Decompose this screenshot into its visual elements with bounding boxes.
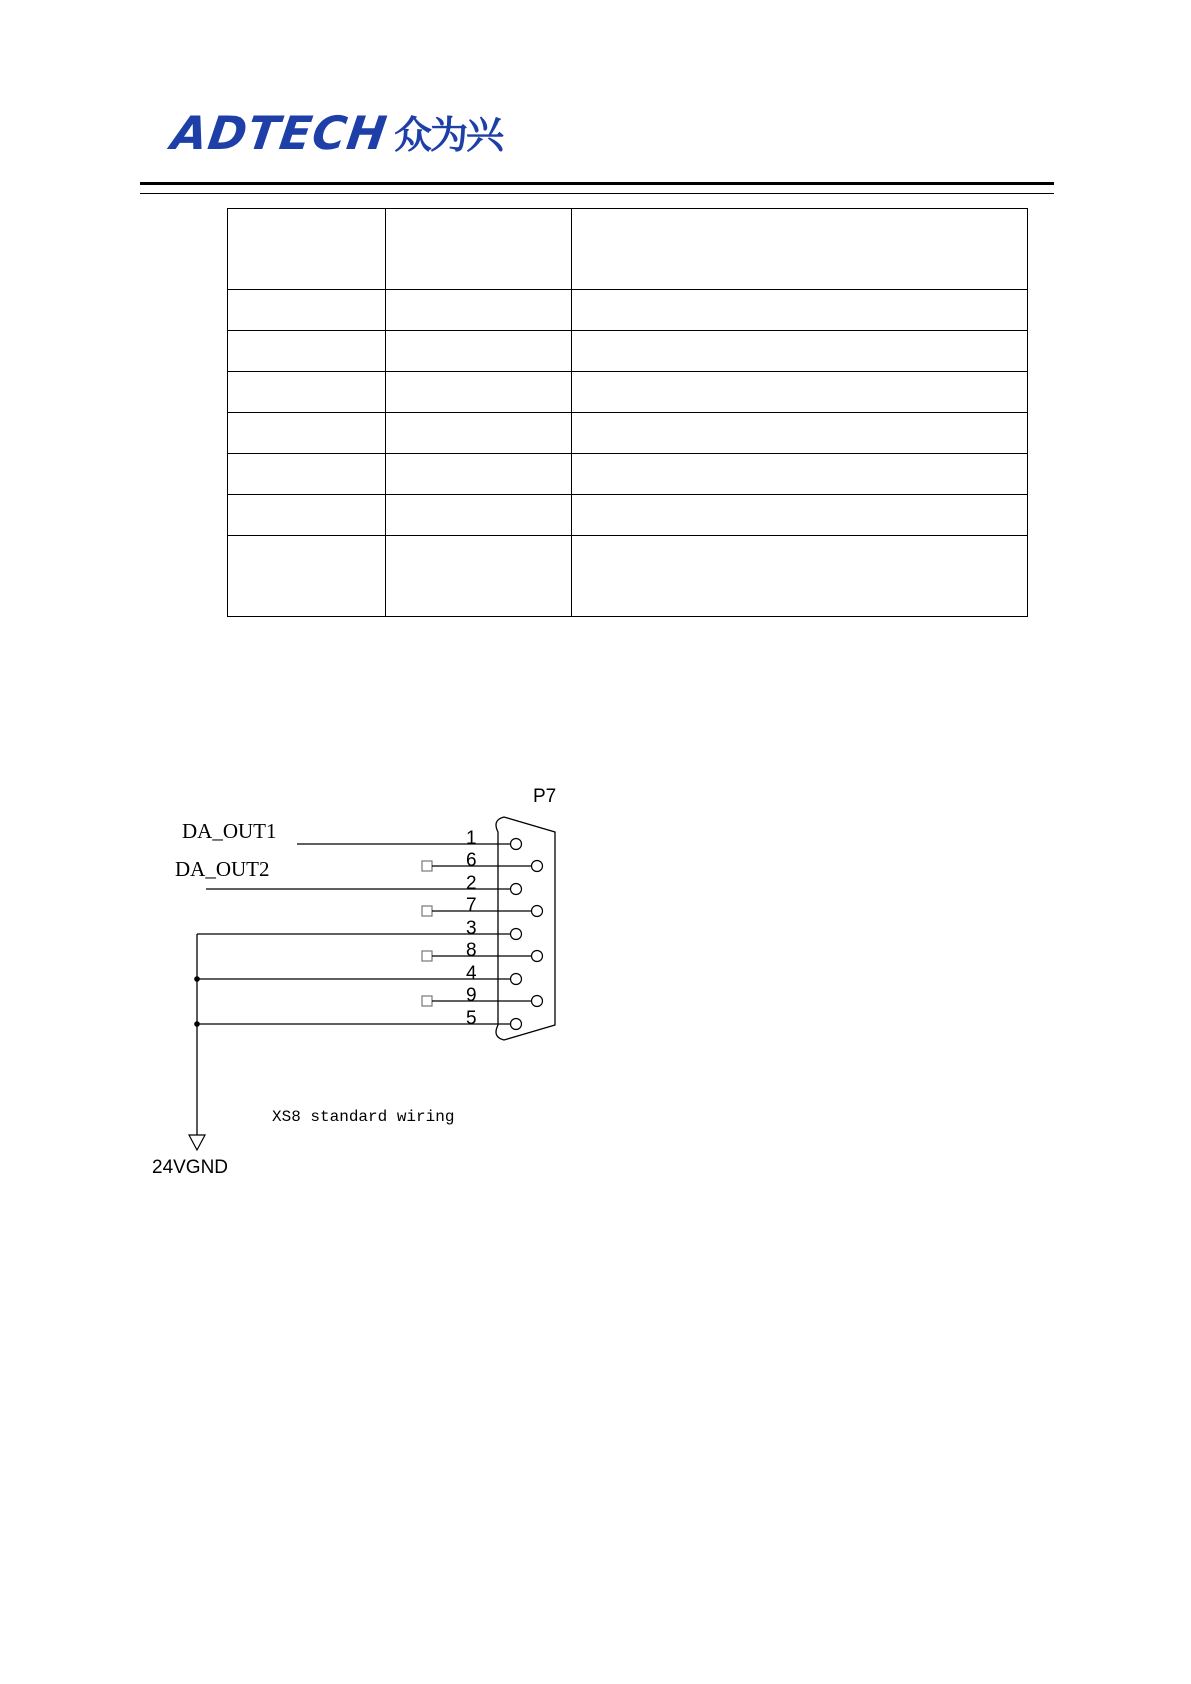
pin-circle <box>511 974 522 985</box>
table-cell <box>572 290 1028 331</box>
ground-bus <box>197 934 510 1135</box>
logo-chinese-text: 众为兴 <box>394 113 503 157</box>
table-cell <box>386 536 572 617</box>
pin-circle <box>511 929 522 940</box>
pin-circle <box>511 839 522 850</box>
junction-dot <box>194 1021 200 1027</box>
pin-number: 6 <box>466 850 477 871</box>
pin-circle <box>532 996 543 1007</box>
table-cell <box>228 536 386 617</box>
diagram-caption: XS8 standard wiring <box>272 1108 455 1126</box>
company-logo <box>168 106 512 160</box>
table-cell <box>386 331 572 372</box>
table-cell <box>572 536 1028 617</box>
pin-number: 1 <box>466 828 477 849</box>
table-row <box>228 372 1028 413</box>
header-rule-thick <box>140 182 1054 185</box>
ground-label: 24VGND <box>152 1157 229 1178</box>
pin-circle <box>511 1019 522 1030</box>
table-cell <box>228 372 386 413</box>
table-cell <box>572 372 1028 413</box>
table-cell <box>572 209 1028 290</box>
signal-label-da-out1: DA_OUT1 <box>182 819 277 843</box>
table-cell <box>228 331 386 372</box>
pin-number: 5 <box>466 1008 477 1029</box>
table-row <box>228 331 1028 372</box>
table-cell <box>228 290 386 331</box>
pin-number: 7 <box>466 895 477 916</box>
table-row <box>228 454 1028 495</box>
table-row <box>228 209 1028 290</box>
db9-connector-shell <box>496 817 555 1040</box>
table-cell <box>228 495 386 536</box>
table-cell <box>228 413 386 454</box>
pin-number: 8 <box>466 940 477 961</box>
table-cell <box>228 209 386 290</box>
table-row <box>228 495 1028 536</box>
logo-latin-text: ADTECH <box>168 106 391 160</box>
wiring-diagram <box>140 780 600 1180</box>
table-cell <box>572 413 1028 454</box>
table-row <box>228 413 1028 454</box>
table-cell <box>386 372 572 413</box>
ground-symbol <box>189 1135 205 1150</box>
pin-circle <box>532 951 543 962</box>
table-row <box>228 290 1028 331</box>
table-cell <box>386 209 572 290</box>
pin-number: 3 <box>466 918 477 939</box>
table-cell <box>572 454 1028 495</box>
header-rule-thin <box>140 193 1054 194</box>
table-cell <box>572 331 1028 372</box>
pin-number: 9 <box>466 985 477 1006</box>
connector-label: P7 <box>533 786 557 807</box>
spec-table <box>227 208 1028 617</box>
table-cell <box>572 495 1028 536</box>
table-cell <box>228 454 386 495</box>
pin-circle <box>532 906 543 917</box>
pin-number: 2 <box>466 873 477 894</box>
table-cell <box>386 495 572 536</box>
pin-number: 4 <box>466 963 477 984</box>
junction-dot <box>194 976 200 982</box>
table-cell <box>386 454 572 495</box>
signal-label-da-out2: DA_OUT2 <box>175 857 270 881</box>
table-cell <box>386 413 572 454</box>
pin-circle <box>511 884 522 895</box>
table-cell <box>386 290 572 331</box>
pin-circle <box>532 861 543 872</box>
table-row <box>228 536 1028 617</box>
